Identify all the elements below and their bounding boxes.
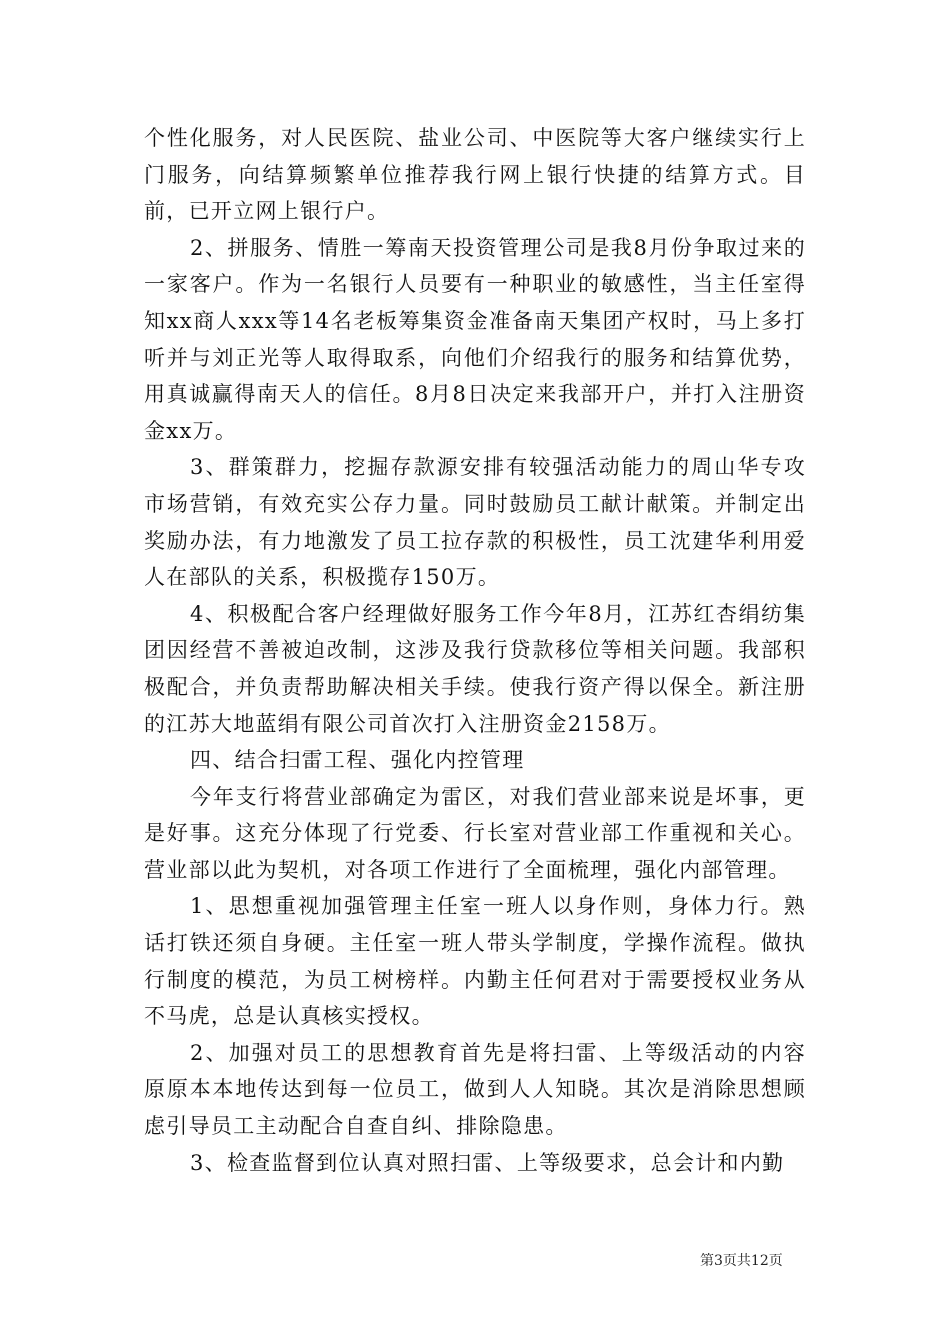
paragraph-8: 2、加强对员工的思想教育首先是将扫雷、上等级活动的内容原原本本地传达到每一位员工，做到人人知晓。其次是消除思想顾虑引导员工主动配合自查自纠、排除隐患。 [144, 1040, 806, 1139]
paragraph-1: 个性化服务，对人民医院、盐业公司、中医院等大客户继续实行上门服务，向结算频繁单位推荐我行网上银行快捷的结算方式。目前，已开立网上银行户。 [144, 126, 806, 224]
paragraph-4: 4、积极配合客户经理做好服务工作今年8月，江苏红杏绢纺集团因经营不善被迫改制，这涉及我行贷款移位等相关问题。我部积极配合，并负责帮助解决相关手续。使我行资产得以保全。新注册的江苏大地蓝绢有限公司首次打入注册资金2158万。 [144, 601, 806, 736]
document-body [144, 120, 806, 1181]
paragraph-6: 今年支行将营业部确定为雷区，对我们营业部来说是坏事，更是好事。这充分体现了行党委、行长室对营业部工作重视和关心。营业部以此为契机，对各项工作进行了全面梳理，强化内部管理。 [144, 784, 806, 882]
paragraph-7: 1、思想重视加强管理主任室一班人以身作则，身体力行。熟话打铁还须自身硬。主任室一班人带头学制度，学操作流程。做执行制度的模范，为员工树榜样。内勤主任何君对于需要授权业务从不马虎，总是认真核实授权。 [144, 894, 806, 1029]
paragraph-3: 3、群策群力，挖掘存款源安排有较强活动能力的周山华专攻市场营销，有效充实公存力量。同时鼓励员工献计献策。并制定出奖励办法，有力地激发了员工拉存款的积极性，员工沈建华利用爱人在部队的关系，积极揽存150万。 [144, 455, 806, 590]
section-heading: 四、结合扫雷工程、强化内控管理 [190, 748, 525, 773]
paragraph-9: 3、检查监督到位认真对照扫雷、上等级要求，总会计和内勤 [190, 1150, 785, 1175]
page-number: 第3页共12页 [700, 1253, 783, 1269]
paragraph-2: 2、拼服务、情胜一筹南天投资管理公司是我8月份争取过来的一家客户。作为一名银行人员要有一种职业的敏感性，当主任室得知xx商人xxx等14名老板筹集资金准备南天集团产权时，马上多打听并与刘正光等人取得取系，向他们介绍我行的服务和结算优势，用真诚赢得南天人的信任。8月8日决定来我部开户，并打入注册资金xx万。 [144, 235, 806, 443]
